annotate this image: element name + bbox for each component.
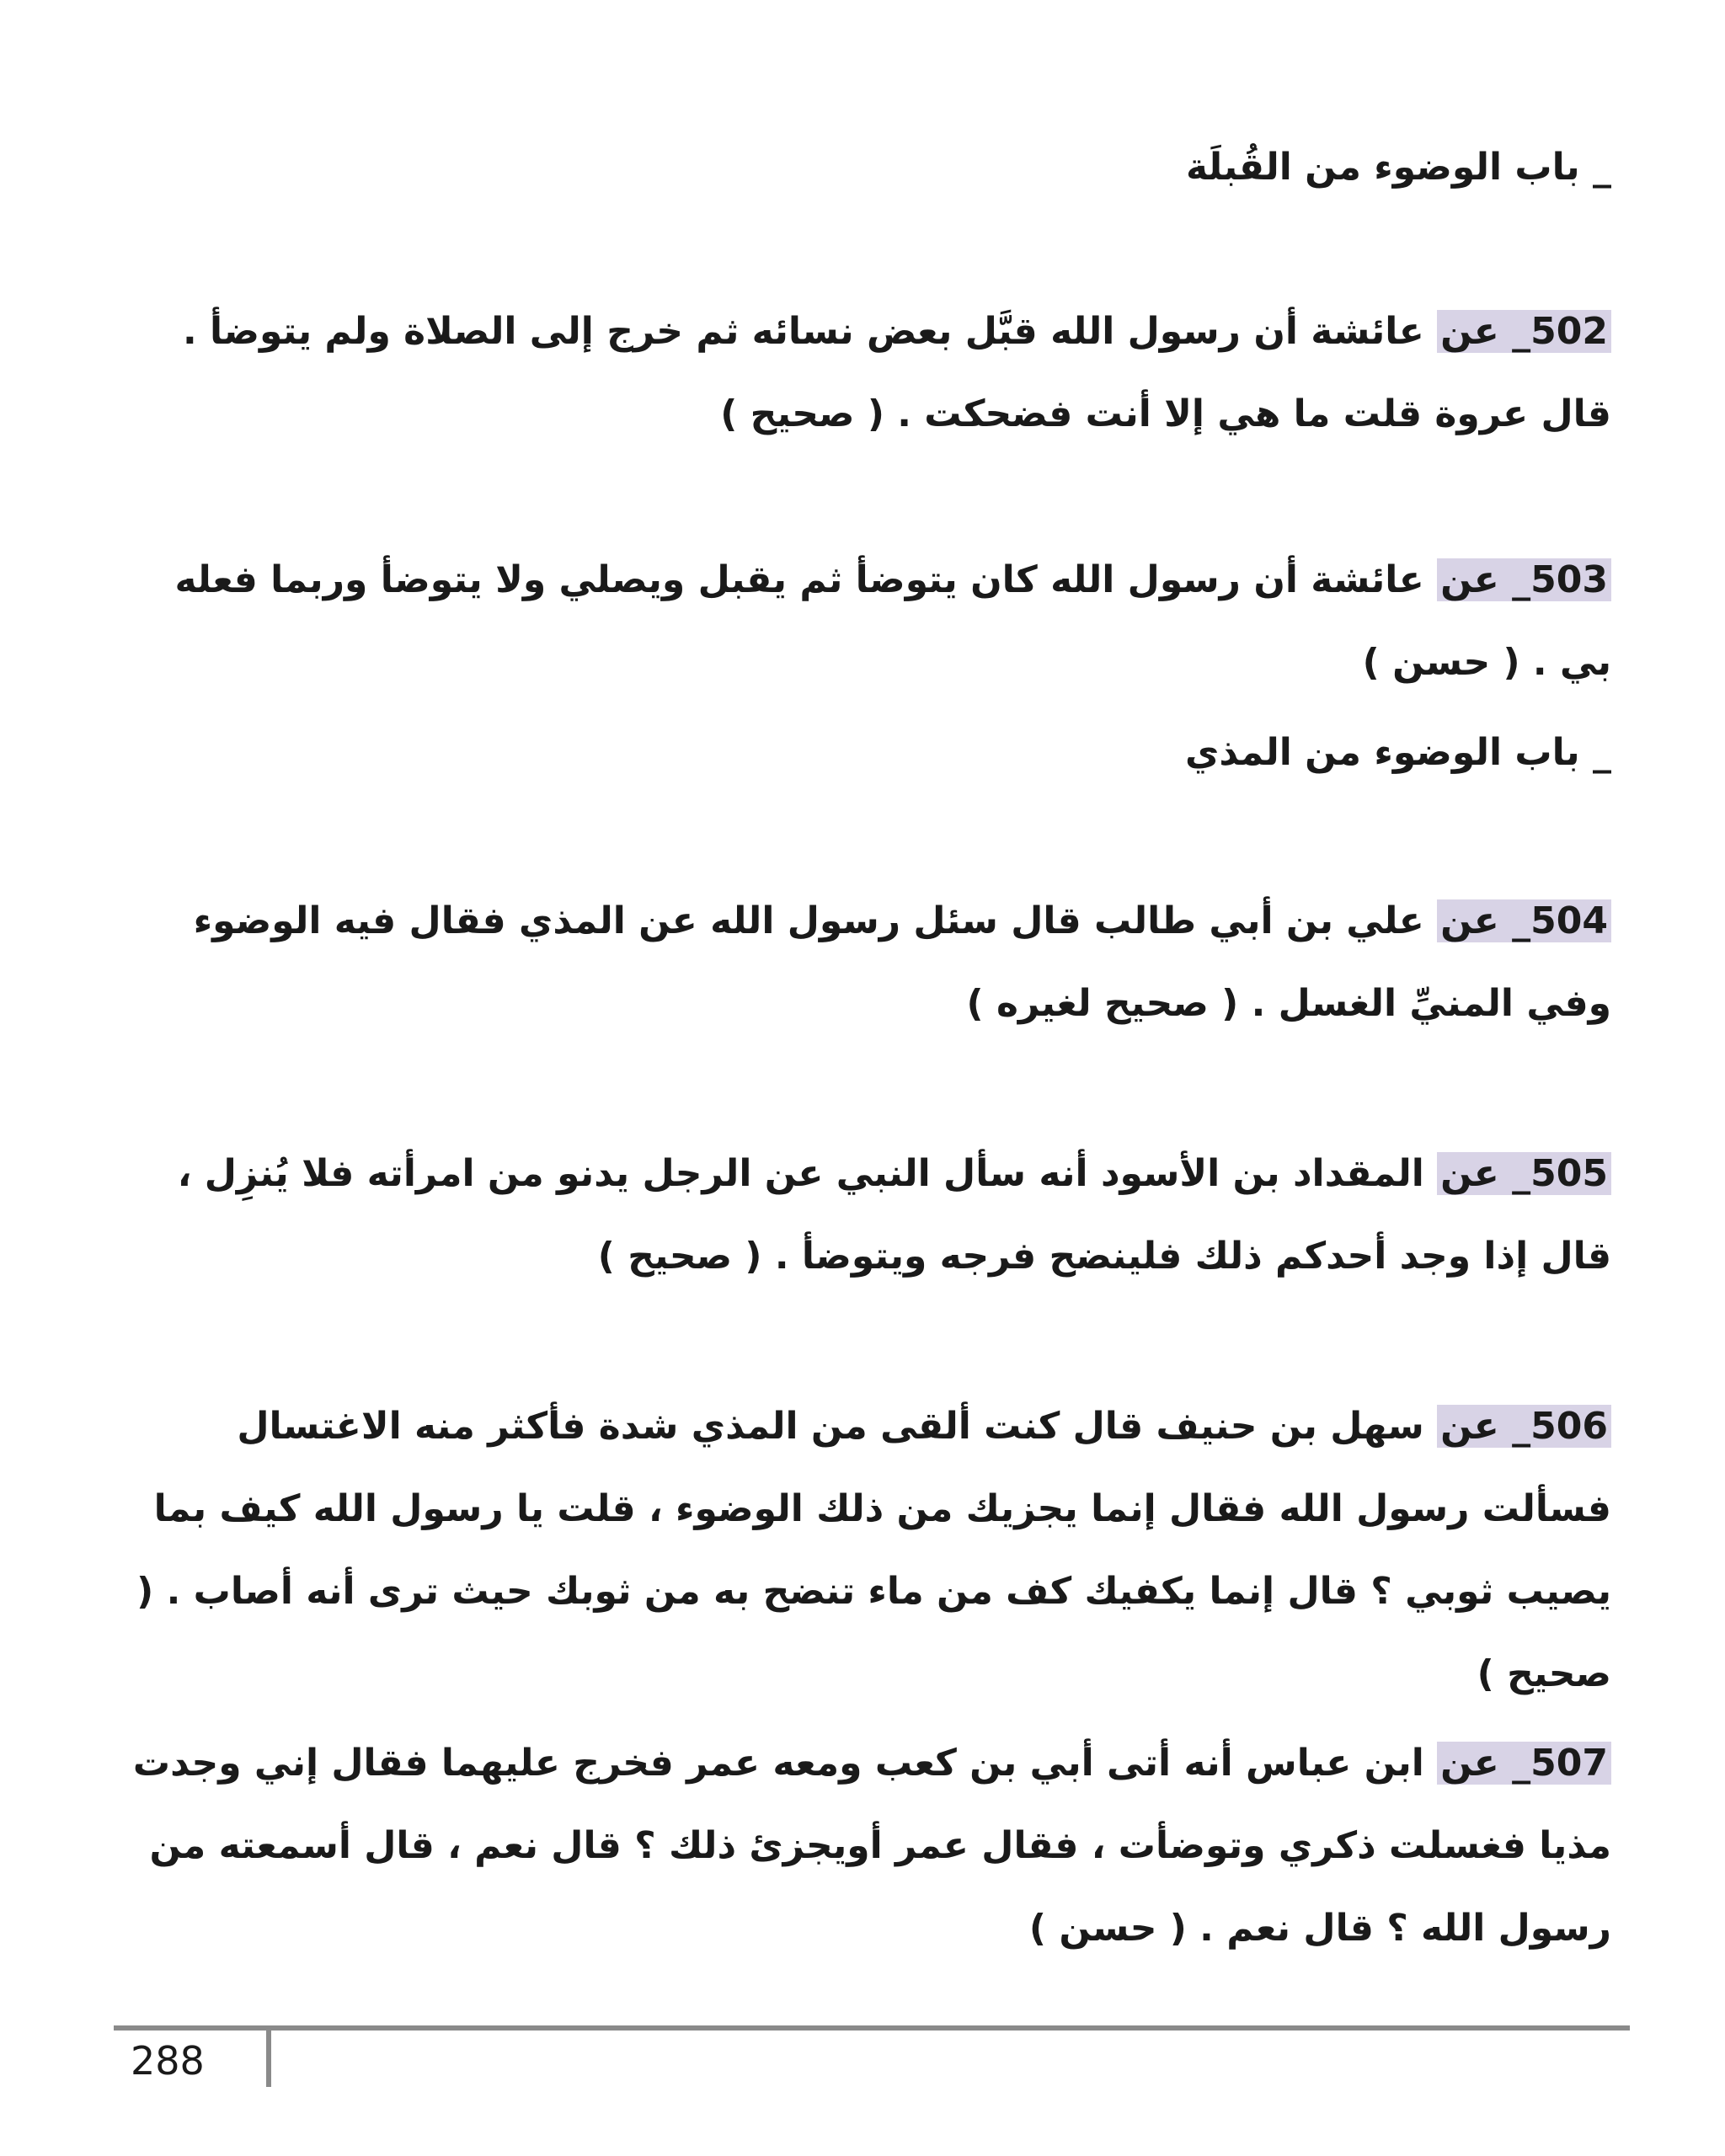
section-heading-madhy <box>129 712 1611 794</box>
hadith-number-504: 504_ عن <box>1437 899 1611 942</box>
hadith-number-502: 502_ عن <box>1437 310 1611 353</box>
hadith-506 <box>129 1385 1611 1716</box>
hadith-number-503: 503_ عن <box>1437 558 1611 601</box>
hadith-number-505: 505_ عن <box>1437 1152 1611 1195</box>
hadith-507 <box>129 1722 1611 1970</box>
hadith-503 <box>129 539 1611 704</box>
page-number: 288 <box>131 2038 205 2084</box>
hadith-text-502: عائشة أن رسول الله قبَّل بعض نسائه ثم خرج إلى الصلاة ولم يتوضأ . قال عروة قلت ما هي إلا أنت فضحكت . ( صحيح ) <box>182 310 1611 435</box>
hadith-502 <box>129 291 1611 456</box>
hadith-text-507: ابن عباس أنه أتى أبي بن كعب ومعه عمر فخرج عليهما فقال إني وجدت مذيا فغسلت ذكري وتوضأت ، فقال عمر أويجزئ ذلك ؟ قال نعم ، قال أسمعته من رسول الله ؟ قال نعم . ( حسن ) <box>132 1742 1611 1950</box>
hadith-505 <box>129 1133 1611 1298</box>
hadith-text-503: عائشة أن رسول الله كان يتوضأ ثم يقبل ويصلي ولا يتوضأ وربما فعله بي . ( حسن ) <box>174 558 1611 684</box>
hadith-text-506: سهل بن حنيف قال كنت ألقى من المذي شدة فأكثر منه الاغتسال فسألت رسول الله فقال إنما يجزيك من ذلك الوضوء ، قلت يا رسول الله كيف بما يصيب ثوبي ؟ قال إنما يكفيك كف من ماء تنضح به من ثوبك حيث ترى أنه أصاب . ( صحيح ) <box>136 1405 1611 1695</box>
footer-tick-divider <box>266 2030 271 2087</box>
section-heading-madhy-text: _ باب الوضوء من المذي <box>1185 731 1611 774</box>
footer-divider <box>114 2025 1630 2031</box>
hadith-number-507: 507_ عن <box>1437 1742 1611 1785</box>
hadith-504 <box>129 880 1611 1045</box>
section-heading-kissing-text: _ باب الوضوء من القُبلَة <box>1185 146 1611 189</box>
section-heading-kissing <box>129 126 1611 209</box>
hadith-text-505: المقداد بن الأسود أنه سأل النبي عن الرجل يدنو من امرأته فلا يُنزِل ، قال إذا وجد أحدكم ذلك فلينضح فرجه ويتوضأ . ( صحيح ) <box>177 1152 1611 1278</box>
hadith-number-506: 506_ عن <box>1437 1405 1611 1448</box>
hadith-text-504: علي بن أبي طالب قال سئل رسول الله عن المذي فقال فيه الوضوء وفي المنيِّ الغسل . ( صحيح لغيره ) <box>193 899 1611 1025</box>
